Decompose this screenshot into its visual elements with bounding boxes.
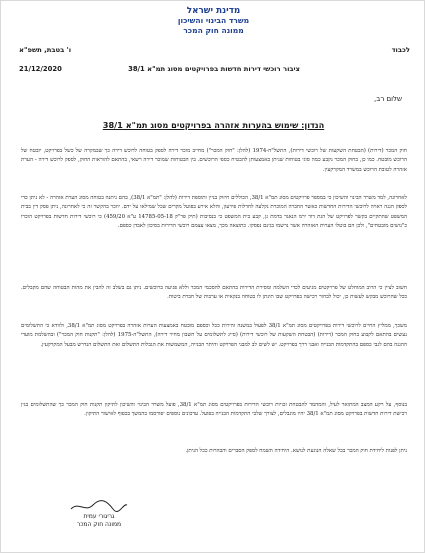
- hebrew-date: ו' בטבת, תשפ"א: [19, 46, 72, 54]
- paragraph-4: משכך, ממליץ החיים לרוכשי דירות בפרויקטים מסוג תמ"א 38/1 לפעול במשנה זהירות ככל וכספם מובטח באמצעות הערות אזהרה בפרויקט מסוג תמ"א 38/1, ולוודא כי התשלומים נעשים בהתאם לקבוע בחוק המכר (דירות) (הבטחת השקעות של רוכשי דירות) (סייג לתשלומים על חשבון מחיר דירה), התשל"ה-1975 (להלן: "תקנות חוק המכר") ובהשלמת מועדי ההגנה בהם לגבי כספם בהתקדמות הבנייה ואבני דרך בפרויקט. יש לשים לב למבני הפרויקט והיתר הבנייה, המשמשות את הגבלות התשלום ואת התשלום הנדרש מבעל המקרקעין.: [21, 323, 408, 348]
- gregorian-date: 21/12/2020: [19, 65, 62, 73]
- recipients: ציבור רוכשי דירות חדשות בפרויקטים מסוג תמ"א 38/1: [128, 65, 300, 73]
- ministry-name: משרד הבינוי והשיכון: [177, 16, 250, 25]
- handwritten-signature: [59, 503, 139, 513]
- letterhead: [1, 6, 425, 36]
- paragraph-5: בנוסף, על רקע המצב המתואר לעיל, והמהמד להבטחת זכויות רוכשי הדירות בפרויקטים מסוג תמ"א 38/1, פועל משרד הבינוי והשיכון לתיקון תקנות חוק המכר כך שהתשלומים בגין רכישת דירות חדשות בפרויקט מסוג תמ"א 38/1 יהיו מוגבלים, לצורך שלבי התקדמות הבנייה בפועל. עדכונים נוספים יפורסמו בהמשך בכפוף לאישור התיקון.: [21, 402, 407, 418]
- signature-scribble-icon: [69, 499, 129, 513]
- paragraph-2: לאחרונה, למד משרד הבינוי והשיכון כי במספר פרויקטים מסוג תמ"א 38/1, הכוללים חיזוק בניין ותוספת דירות (להלן: "תמ"א 38/1), בהם ניתנה בטוחה מסוג הערת אזהרה - לא ניתן כדי לספק הגנה ראויה לרוכשי הדירות החדשות כאשר החברה המוכרת נקלעה לחדלות פירעון, והלא אירע בפועל מקרים שכל שמילאו על ידם. יוזכר בהקשר זה כי לאחרונה, ניתן פסק דין בבית המשפט שהתקיים בקשר לפרויקט של הגת דוד ירמ הנאגר בדמת גן, קבע בית המשפט כי בנסיבות (תיק פר"ק 14785-05-18 ע"א 459/20) כי רוכשי דירות חדשות בפרויקט הוכרו כ"נושים מובטחים", ולכן הם בוטלו הערות האזהרה אשר נרשמו בגינם נפסקו. כתוצאה מכך, מצאו עצמם רוכשי הדירות בסיכון לאבדן כספם.: [21, 195, 407, 230]
- signer-name: גריגורי עמית: [83, 513, 115, 520]
- greeting: שלום רב,: [374, 95, 402, 103]
- subject-line: הנדון: שימוש בהערות אזהרה בפרויקטים מסוג תמ"א 38/1: [102, 120, 325, 130]
- signature-block: [59, 503, 139, 529]
- signer-title: ממונה חוק המכר: [76, 521, 122, 528]
- paragraph-1: חוק המכר (דירות) (הבטחת השקעות של רוכשי דירות), התשל"ה-1974 (להלן: "חוק המכר") מחייב מוכר דירה לספק בטוחה לרוכש דירה כך שבמקרה של כשל בפרויקט, יובטח של הרוכש מובטח. כמו כן, בחוק המכר נקבע כמה סוגי בטוחות שניתן באמצעותן להבטיח כספי הרוכשים. בין הבטוחות שמוכר דירה רשאי, בהתאם להוראות החוק, לספק לרוכש דירה - הערת אזהרה לטובת הרוכש במשרד המקרקעין.: [21, 148, 407, 173]
- paragraph-6: ניתן לפנות ליחידת חוק המכר בכל שאלה הנוגעת לנושא. היחידה תשמח לספק הסברים והבהרות ככל הניתן.: [185, 448, 407, 454]
- office-name: ממונה חוק המכר: [183, 26, 244, 35]
- addressee-label: לכבוד: [391, 46, 410, 54]
- state-name: מדינת ישראל: [186, 6, 241, 16]
- paragraph-3: חשוב לציין כי הרוב המוחלט של פרויקטים מגיעים לכדי השלמה ומסירת הדירות בהתאם להסכמי המכר וללא פגיעה ברוכשים. ניתן גם בשלב זה להבין את מהות הבטוחה שהם מקבלים. ככל שהרוכש מבקש לעשות כן, יכול לבחור רכישה בפרויקט שבו תינתן לו בטוחה בנקאית או ערבות של חברת ביטוח.: [21, 285, 407, 301]
